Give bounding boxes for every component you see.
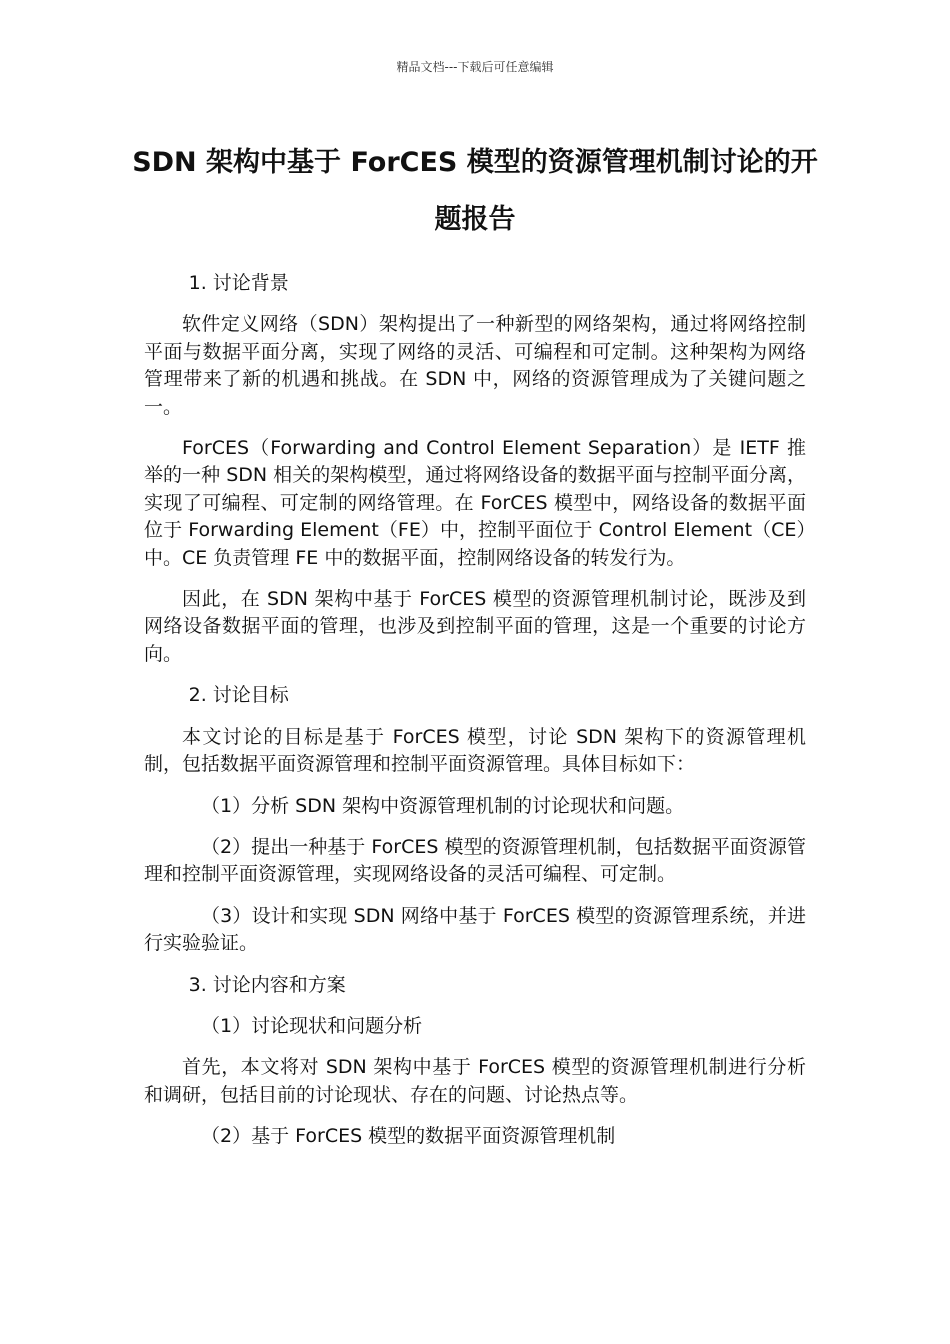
list-item: （1）讨论现状和问题分析 — [201, 1014, 423, 1037]
paragraph: ForCES（Forwarding and Control Element Separation）是 IETF 推举的一种 SDN 相关的架构模型，通过将网络设备的数据平面与控制平面分离，实现了可编程、可定制的网络管理。在 ForCES 模型中，网络设备的数据平面位于 Forwarding Element（FE）中，控制平面位于 Control Element（CE）中。CE 负责管理 FE 中的数据平面，控制网络设备的转发行为。 — [144, 437, 806, 569]
list-item: （2）基于 ForCES 模型的数据平面资源管理机制 — [201, 1125, 616, 1148]
paragraph: 因此，在 SDN 架构中基于 ForCES 模型的资源管理机制讨论，既涉及到网络设备数据平面的管理，也涉及到控制平面的管理，这是一个重要的讨论方向。 — [144, 588, 806, 665]
list-item: （3）设计和实现 SDN 网络中基于 ForCES 模型的资源管理系统，并进行实验验证。 — [144, 904, 806, 955]
paragraph: 首先，本文将对 SDN 架构中基于 ForCES 模型的资源管理机制进行分析和调研，包括目前的讨论现状、存在的问题、讨论热点等。 — [144, 1056, 806, 1106]
document-body — [144, 270, 806, 1165]
header-note: 精品文档---下载后可任意编辑 — [396, 60, 554, 74]
page-title: SDN 架构中基于 ForCES 模型的资源管理机制讨论的开题报告 — [132, 147, 818, 235]
paragraph: 本文讨论的目标是基于 ForCES 模型，讨论 SDN 架构下的资源管理机制，包括数据平面资源管理和控制平面资源管理。具体目标如下： — [144, 725, 806, 776]
section-heading-background: 1. 讨论背景 — [188, 272, 289, 294]
paragraph: 软件定义网络（SDN）架构提出了一种新型的网络架构，通过将网络控制平面与数据平面分离，实现了网络的灵活、可编程和可定制。这种架构为网络管理带来了新的机遇和挑战。在 SDN 中，网络的资源管理成为了关键问题之一。 — [144, 313, 806, 418]
list-item: （1）分析 SDN 架构中资源管理机制的讨论现状和问题。 — [201, 794, 685, 817]
section-heading-content: 3. 讨论内容和方案 — [188, 973, 346, 996]
list-item: （2）提出一种基于 ForCES 模型的资源管理机制，包括数据平面资源管理和控制平面资源管理，实现网络设备的灵活可编程、可定制。 — [144, 835, 806, 886]
section-heading-goals: 2. 讨论目标 — [188, 684, 289, 707]
